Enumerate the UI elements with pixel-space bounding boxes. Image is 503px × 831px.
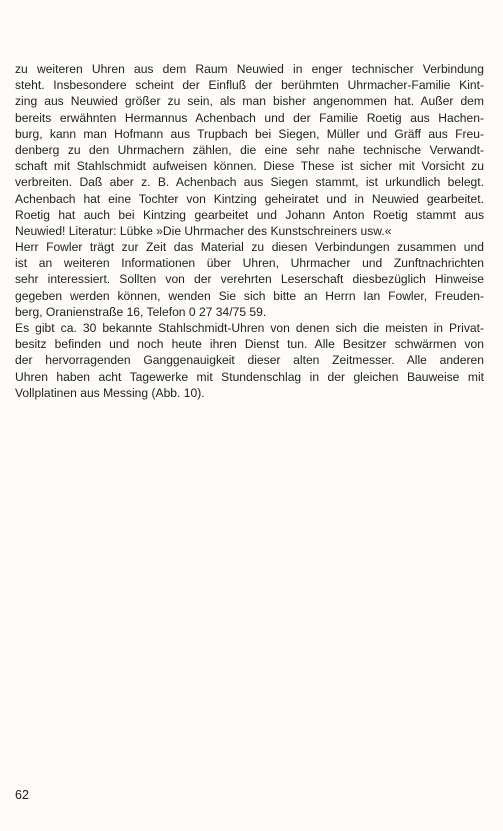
text-line: bereits erwähnten Hermannus Achenbach und der Familie Roetig aus Hachen- <box>15 110 484 125</box>
body-text <box>15 61 484 401</box>
text-line: zu weiteren Uhren aus dem Raum Neuwied in enger technischer Verbindung <box>15 62 484 76</box>
text-line: Roetig hat auch bei Kintzing gearbeitet und Johann Anton Roetig stammt aus <box>15 207 484 222</box>
text-line: burg, kann man Hofmann aus Trupbach bei Siegen, Müller und Gräff aus Freu- <box>15 126 484 141</box>
text-line: Neuwied! Literatur: Lübke »Die Uhrmacher des Kunstschreiners usw.« <box>15 223 392 238</box>
text-line: steht. Insbesondere scheint der Einfluß der berühmten Uhrmacher-Familie Kint- <box>15 78 484 93</box>
text-line: der hervorragenden Ganggenauigkeit dieser alten Zeitmesser. Alle anderen <box>15 353 484 368</box>
text-line: verbreiten. Daß aber z. B. Achenbach aus Siegen stammt, ist urkundlich belegt. <box>15 175 484 190</box>
text-line: Achenbach hat eine Tochter von Kintzing geheiratet und in Neuwied gearbeitet. <box>15 191 484 206</box>
text-line: denberg zu den Uhrmachern zählen, die eine sehr nahe technische Verwandt- <box>15 142 484 157</box>
text-line: schaft mit Stahlschmidt aufweisen können. Diese These ist sicher mit Vorsicht zu <box>15 159 484 174</box>
text-line: ist an weiteren Informationen über Uhren, Uhrmacher und Zunftnachrichten <box>15 256 484 271</box>
text-line: Vollplatinen aus Messing (Abb. 10). <box>15 385 205 400</box>
text-line: zing aus Neuwied größer zu sein, als man bisher angenommen hat. Außer dem <box>15 94 484 109</box>
text-line: besitz befinden und noch heute ihren Dienst tun. Alle Besitzer schwärmen von <box>15 337 484 352</box>
text-line: gegeben werden können, wenden Sie sich bitte an Herrn Ian Fowler, Freuden- <box>15 288 484 303</box>
text-line: berg, Oranienstraße 16, Telefon 0 27 34/75 59. <box>15 304 267 319</box>
text-line: Herr Fowler trägt zur Zeit das Material zu diesen Verbindungen zusammen und <box>15 240 484 255</box>
text-line: Es gibt ca. 30 bekannte Stahlschmidt-Uhren von denen sich die meisten in Privat- <box>15 321 484 335</box>
text-line: Uhren haben acht Tagewerke mit Stundenschlag in der gleichen Bauweise mit <box>15 369 484 384</box>
page-number: 62 <box>15 788 29 802</box>
text-line: sehr interessiert. Sollten von der verehrten Leserschaft diesbezüglich Hinweise <box>15 272 484 287</box>
